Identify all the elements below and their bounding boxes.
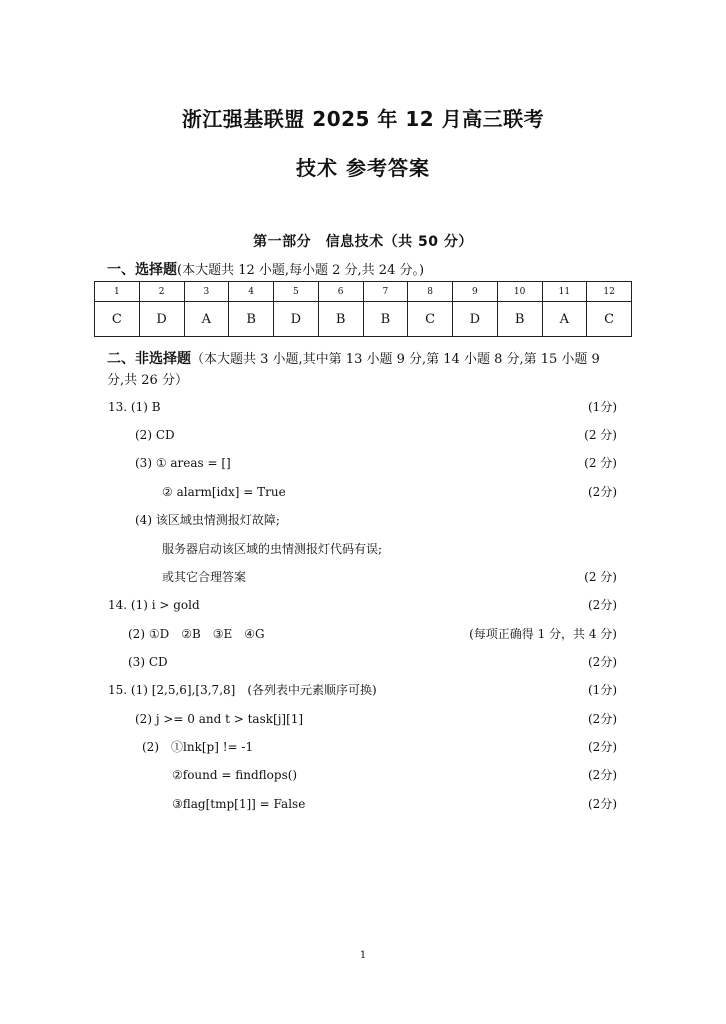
answer-score: (2分) [588,797,617,811]
answer-score: (2 分) [584,456,617,470]
exam-subtitle: 技术 参考答案 [296,156,430,180]
answer-letter-row [95,302,632,337]
answer-score: (2分) [588,655,617,669]
section2-note: （本大题共 3 小题,其中第 13 小题 9 分,第 14 小题 8 分,第 15 小题 9 分,共 26 分） [107,352,600,388]
question-number: 5 [274,282,319,302]
answer-letter: B [363,302,408,337]
answer-letter: C [587,302,632,337]
section1-note: (本大题共 12 小题,每小题 2 分,共 24 分。) [177,263,425,278]
section1-label: 一、选择题 [107,262,177,278]
answer-line: (2) CD [135,428,175,442]
question-number: 9 [453,282,498,302]
answer-score: (1分) [588,400,617,414]
answer-score: (每项正确得 1 分，共 4 分) [469,627,617,641]
part1-title: 第一部分 信息技术（共 50 分） [253,234,473,250]
question-number: 12 [587,282,632,302]
answer-letter: D [274,302,319,337]
answer-letter: C [408,302,453,337]
answer-line: 服务器启动该区域的虫情测报灯代码有误; [162,542,383,556]
section1-heading [107,260,424,281]
answer-line: 13. (1) B [108,400,161,414]
answer-letter: A [184,302,229,337]
answer-line: 15. (1) [2,5,6],[3,7,8] (各列表中元素顺序可换) [108,683,377,697]
answer-score: (2分) [588,485,617,499]
question-number: 6 [318,282,363,302]
question-number: 11 [542,282,587,302]
answer-score: (2分) [588,712,617,726]
answer-line: 14. (1) i > gold [108,598,200,612]
question-number: 4 [229,282,274,302]
section2-label: 二、非选择题 [107,351,191,367]
answer-score: (2分) [588,768,617,782]
answer-letter: B [497,302,542,337]
answer-score: (1分) [588,683,617,697]
answer-line: ②found = findflops() [172,768,298,782]
answer-letter: A [542,302,587,337]
question-number: 3 [184,282,229,302]
answer-line: ③flag[tmp[1]] = False [172,797,306,811]
answer-line: ② alarm[idx] = True [162,485,286,499]
question-number: 8 [408,282,453,302]
answer-letter: C [95,302,140,337]
multiple-choice-answer-table [94,281,632,337]
section2-heading [107,349,617,391]
answer-score: (2 分) [584,428,617,442]
question-number: 10 [497,282,542,302]
answer-line: (3) CD [128,655,168,669]
question-number-row [95,282,632,302]
answer-letter: B [318,302,363,337]
answer-line: (2) j >= 0 and t > task[j][1] [135,712,304,726]
question-number: 2 [139,282,184,302]
answer-letter: D [453,302,498,337]
answer-score: (2 分) [584,570,617,584]
answer-letter: B [229,302,274,337]
answer-line: (3) ① areas = [] [135,456,231,470]
answer-line: (2) ①D ②B ③E ④G [128,627,265,641]
answer-score: (2分) [588,598,617,612]
answer-letter: D [139,302,184,337]
answer-score: (2分) [588,740,617,754]
question-number: 1 [95,282,140,302]
exam-title: 浙江强基联盟 2025 年 12 月高三联考 [181,107,545,131]
answer-line: (2) ①lnk[p] != -1 [142,740,254,754]
answer-line: 或其它合理答案 [162,570,247,584]
answer-line: (4) 该区域虫情测报灯故障; [135,513,280,527]
page-number: 1 [359,950,367,961]
question-number: 7 [363,282,408,302]
